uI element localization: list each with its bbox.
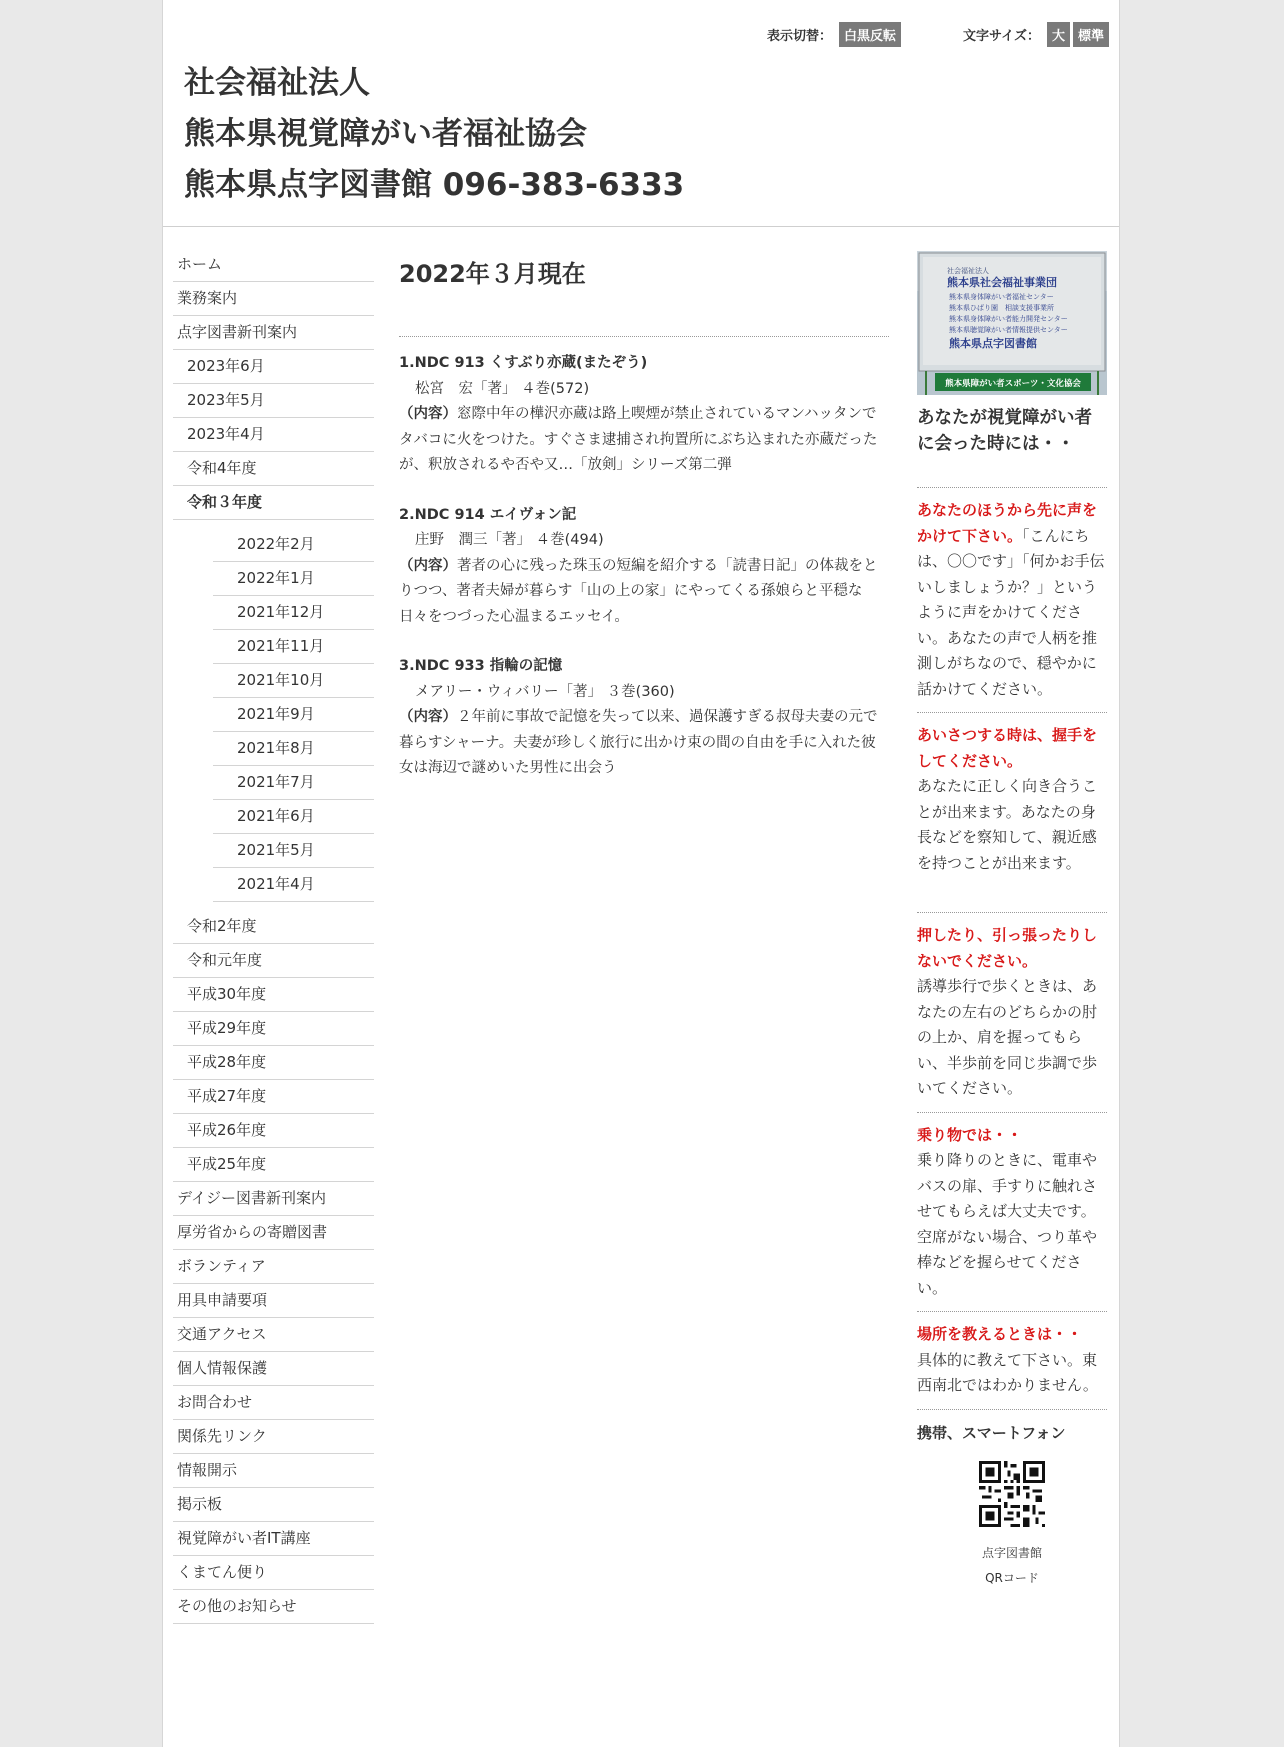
tip-text: 誘導歩行で歩くときは、あなたの左右のどちらかの肘の上か、肩を握ってもらい、半歩前を同じ歩調で歩いてください。 bbox=[917, 977, 1098, 1097]
nav-item-contact[interactable]: お問合わせ bbox=[173, 1386, 374, 1420]
tip-block bbox=[917, 498, 1107, 702]
nav-subitem[interactable]: 2021年7月 bbox=[213, 766, 374, 800]
divider bbox=[399, 336, 889, 337]
book-content bbox=[399, 705, 889, 782]
nav-item-links[interactable]: 関係先リンク bbox=[173, 1420, 374, 1454]
display-switch bbox=[767, 22, 901, 47]
nav-subitem[interactable]: 2021年11月 bbox=[213, 630, 374, 664]
sidebar-heading: あなたが視覚障がい者に会った時には・・ bbox=[917, 408, 1092, 454]
book-entry bbox=[399, 503, 889, 631]
nav-subitem[interactable]: 2022年2月 bbox=[213, 528, 374, 562]
nav-item-volunteer[interactable]: ボランティア bbox=[173, 1250, 374, 1284]
nav-item-year[interactable]: 平成25年度 bbox=[173, 1148, 374, 1182]
qr-caption: QRコード bbox=[985, 1570, 1039, 1585]
nav-subgroup-reiwa3 bbox=[173, 520, 374, 902]
qr-caption: 点字図書館 bbox=[981, 1545, 1042, 1560]
tip-block bbox=[917, 923, 1107, 1102]
nav-item-access[interactable]: 交通アクセス bbox=[173, 1318, 374, 1352]
nav-subitem[interactable]: 2021年9月 bbox=[213, 698, 374, 732]
nav-subitem[interactable]: 2021年10月 bbox=[213, 664, 374, 698]
main-content bbox=[399, 248, 889, 782]
tip-text: 「こんにちは、〇〇です」「何かお手伝いしましょうか？」というように声をかけてください。あなたの声で人柄を推測しがちなので、穏やかに話かけてください。 bbox=[917, 526, 1105, 698]
tip-text: あなたに正しく向き合うことが出来ます。あなたの身長などを察知して、親近感を持つことが出来ます。 bbox=[917, 777, 1098, 872]
tip-heading: あなたのほうから先に声をかけて下さい。 bbox=[917, 501, 1098, 545]
font-size-label: 文字サイズ： bbox=[963, 29, 1040, 44]
book-title: 1.NDC 913 くすぶり亦蔵(またぞう) bbox=[399, 355, 648, 371]
display-switch-label: 表示切替： bbox=[767, 29, 833, 44]
sign-line: 熊本県身体障がい者能力開発センター bbox=[949, 315, 1068, 323]
nav-subitem[interactable]: 2021年5月 bbox=[213, 834, 374, 868]
nav-subitem[interactable]: 2021年12月 bbox=[213, 596, 374, 630]
tip-block bbox=[917, 1322, 1107, 1399]
site-title-line: 熊本県視覚障がい者福祉協会 bbox=[184, 116, 587, 152]
nav-item-year[interactable]: 平成29年度 bbox=[173, 1012, 374, 1046]
tip-text: 乗り降りのときに、電車やバスの扉、手すりに触れさせてもらえば大丈夫です。空席がない場合、つり革や棒などを握らせてください。 bbox=[917, 1151, 1098, 1297]
nav-item-2023-06[interactable]: 2023年6月 bbox=[173, 350, 374, 384]
nav-item-equipment[interactable]: 用具申請要項 bbox=[173, 1284, 374, 1318]
nav-item-year[interactable]: 平成27年度 bbox=[173, 1080, 374, 1114]
nav-item-2023-04[interactable]: 2023年4月 bbox=[173, 418, 374, 452]
site-title-line: 熊本県点字図書館 096-383-6333 bbox=[184, 167, 685, 203]
sign-plate-text: 熊本県障がい者スポーツ・文化協会 bbox=[945, 379, 1081, 389]
content-label: （内容） bbox=[399, 406, 457, 422]
right-sidebar bbox=[917, 251, 1107, 1591]
nav-item-services[interactable]: 業務案内 bbox=[173, 282, 374, 316]
nav-item-it-course[interactable]: 視覚障がい者IT講座 bbox=[173, 1522, 374, 1556]
nav-item-other-news[interactable]: その他のお知らせ bbox=[173, 1590, 374, 1624]
content-label: （内容） bbox=[399, 557, 457, 574]
sign-line: 社会福祉法人 bbox=[947, 267, 989, 275]
divider bbox=[917, 487, 1107, 488]
book-content bbox=[399, 402, 889, 479]
divider bbox=[917, 1409, 1107, 1410]
content-label: （内容） bbox=[399, 709, 457, 725]
book-author: 庄野 潤三「著」 ４巻(494) bbox=[415, 532, 604, 548]
sign-line: 熊本県点字図書館 bbox=[949, 337, 1037, 350]
book-entry bbox=[399, 654, 889, 782]
sign-line: 熊本県社会福祉事業団 bbox=[947, 276, 1057, 289]
book-entry bbox=[399, 351, 889, 479]
nav-item-mhlw-donation[interactable]: 厚労省からの寄贈図書 bbox=[173, 1216, 374, 1250]
nav-subitem[interactable]: 2022年1月 bbox=[213, 562, 374, 596]
font-large-button[interactable]: 大 bbox=[1047, 22, 1070, 47]
tip-heading: 場所を教えるときは・・ bbox=[917, 1325, 1083, 1343]
nav-item-reiwa4[interactable]: 令和4年度 bbox=[173, 452, 374, 486]
nav-item-disclosure[interactable]: 情報開示 bbox=[173, 1454, 374, 1488]
nav-item-newsletter[interactable]: くまてん便り bbox=[173, 1556, 374, 1590]
nav-subitem[interactable]: 2021年6月 bbox=[213, 800, 374, 834]
nav-item-privacy[interactable]: 個人情報保護 bbox=[173, 1352, 374, 1386]
nav-subitem[interactable]: 2021年8月 bbox=[213, 732, 374, 766]
qr-code-wrap bbox=[917, 1461, 1107, 1531]
nav-item-bbs[interactable]: 掲示板 bbox=[173, 1488, 374, 1522]
page bbox=[162, 0, 1120, 1747]
site-header bbox=[163, 0, 1119, 227]
content-text: 著者の心に残った珠玉の短編を紹介する「読書日記」の体裁をとりつつ、著者夫婦が暮らす「山の上の家」にやってくる孫娘らと平穏な日々をつづった心温まるエッセイ。 bbox=[399, 557, 878, 625]
sign-line: 熊本県身体障がい者福祉センター bbox=[949, 293, 1054, 301]
book-author: 松宮 宏「著」 ４巻(572) bbox=[415, 380, 590, 397]
qr-code-icon[interactable] bbox=[979, 1461, 1045, 1527]
font-size-switch bbox=[963, 22, 1109, 47]
nav-item-year[interactable]: 平成26年度 bbox=[173, 1114, 374, 1148]
facility-sign-photo bbox=[917, 251, 1107, 395]
site-title[interactable] bbox=[184, 58, 684, 211]
nav-item-2023-05[interactable]: 2023年5月 bbox=[173, 384, 374, 418]
nav-item-home[interactable]: ホーム bbox=[173, 248, 374, 282]
content-text: ２年前に事故で記憶を失って以来、過保護すぎる叔母夫妻の元で暮らすシャーナ。夫妻が珍しく旅行に出かけ束の間の自由を手に入れた彼女は海辺で謎めいた男性に出会う bbox=[399, 709, 878, 776]
divider bbox=[917, 1311, 1107, 1312]
book-author: メアリー・ウィバリー「著」 ３巻(360) bbox=[415, 683, 675, 700]
nav-item-braille-new[interactable]: 点字図書新刊案内 bbox=[173, 316, 374, 350]
page-title: 2022年３月現在 bbox=[399, 260, 586, 288]
invert-colors-button[interactable]: 白黒反転 bbox=[839, 22, 901, 47]
sign-line: 熊本県ひばり園 相談支援事業所 bbox=[949, 304, 1054, 312]
nav-item-year[interactable]: 平成28年度 bbox=[173, 1046, 374, 1080]
nav-item-year[interactable]: 令和元年度 bbox=[173, 944, 374, 978]
site-title-line: 社会福祉法人 bbox=[184, 65, 370, 101]
book-title: 2.NDC 914 エイヴォン記 bbox=[399, 506, 577, 523]
book-title: 3.NDC 933 指輪の記憶 bbox=[399, 658, 563, 674]
sign-line: 熊本県聴覚障がい者情報提供センター bbox=[949, 326, 1068, 334]
content-text: 窓際中年の樺沢亦蔵は路上喫煙が禁止されているマンハッタンでタバコに火をつけた。すぐさま逮捕され拘置所にぶち込まれた亦蔵だったが、釈放されるや否や又…「放剣」シリーズ第二弾 bbox=[399, 406, 878, 473]
font-standard-button[interactable]: 標準 bbox=[1073, 22, 1109, 47]
divider bbox=[917, 712, 1107, 713]
divider bbox=[917, 912, 1107, 913]
nav-item-reiwa3-current[interactable]: 令和３年度 bbox=[173, 486, 374, 520]
tip-heading: 乗り物では・・ bbox=[917, 1125, 1023, 1144]
tip-heading: 押したり、引っ張ったりしないでください。 bbox=[917, 926, 1098, 970]
nav-item-year[interactable]: 令和2年度 bbox=[173, 910, 374, 944]
nav-item-daisy-new[interactable]: デイジー図書新刊案内 bbox=[173, 1182, 374, 1216]
divider bbox=[917, 1112, 1107, 1113]
nav-item-year[interactable]: 平成30年度 bbox=[173, 978, 374, 1012]
tip-block bbox=[917, 723, 1107, 876]
tip-text: 具体的に教えて下さい。東西南北ではわかりません。 bbox=[917, 1350, 1098, 1394]
nav-subitem[interactable]: 2021年4月 bbox=[213, 868, 374, 902]
book-content bbox=[399, 554, 889, 631]
sidebar-nav bbox=[173, 248, 374, 1624]
tip-heading: あいさつする時は、握手をしてください。 bbox=[917, 726, 1098, 770]
tip-block bbox=[917, 1123, 1107, 1302]
mobile-heading: 携帯、スマートフォン bbox=[917, 1423, 1066, 1442]
